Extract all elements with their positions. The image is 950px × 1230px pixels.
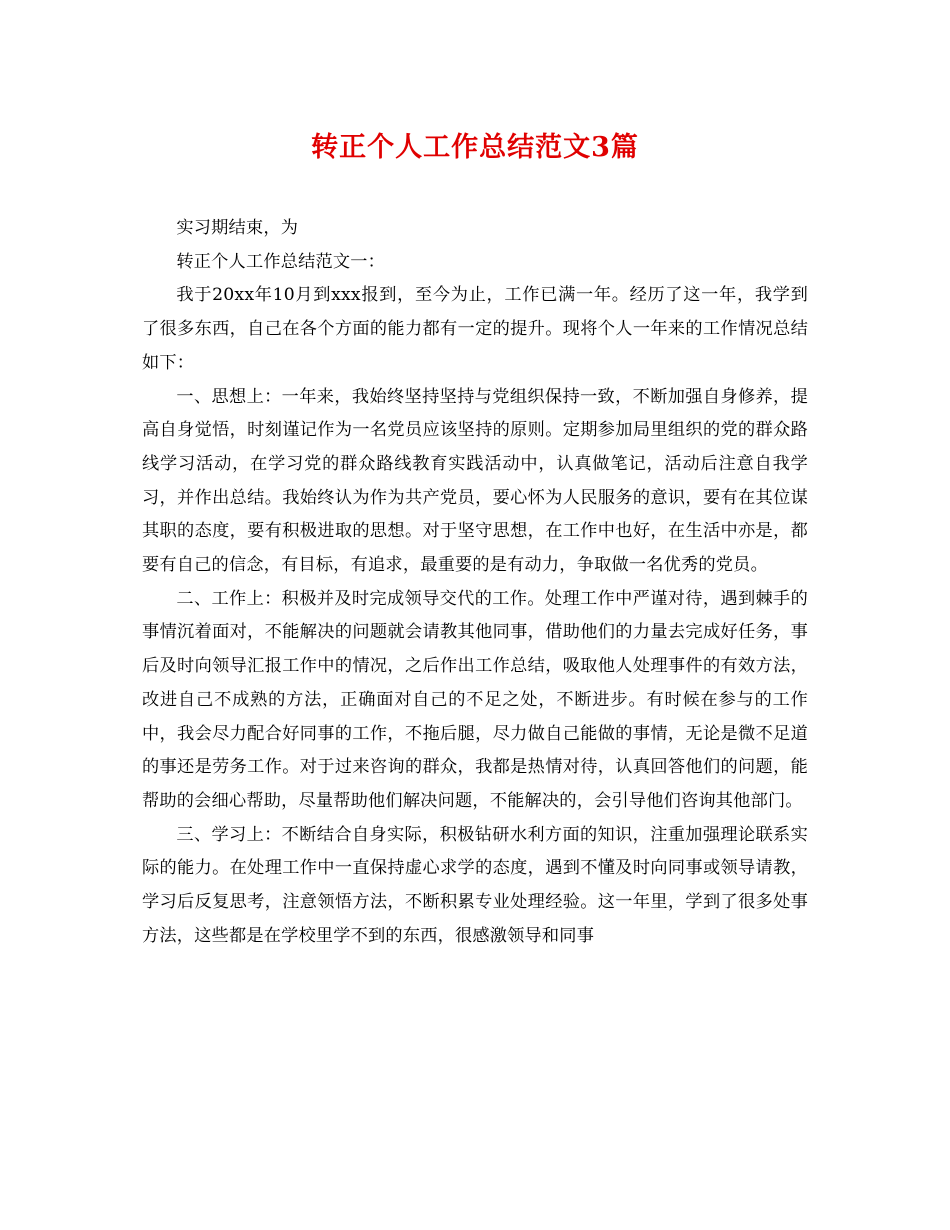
paragraph-opening: 我于20xx年10月到xxx报到，至今为止，工作已满一年。经历了这一年，我学到了很多东西，自己在各个方面的能力都有一定的提升。现将个人一年来的工作情况总结如下：	[142, 285, 808, 373]
paragraph-intro: 实习期结束，为	[176, 218, 299, 238]
paragraph-study: 三、学习上：不断结合自身实际，积极钻研水利方面的知识，注重加强理论联系实际的能力。在处理工作中一直保持虚心求学的态度，遇到不懂及时向同事或领导请教，学习后反复思考，注意领悟方法，不断积累专业处理经验。这一年里，学到了很多处事方法，这些都是在学校里学不到的东西，很感激领导和同事	[142, 824, 808, 946]
document-body	[142, 212, 808, 953]
document-title: 转正个人工作总结范文3篇	[311, 132, 639, 163]
paragraph-work: 二、工作上：积极并及时完成领导交代的工作。处理工作中严谨对待，遇到棘手的事情沉着面对，不能解决的问题就会请教其他同事，借助他们的力量去完成好任务，事后及时向领导汇报工作中的情况，之后作出工作总结，吸取他人处理事件的有效方法，改进自己不成熟的方法，正确面对自己的不足之处，不断进步。有时候在参与的工作中，我会尽力配合好同事的工作，不拖后腿，尽力做自己能做的事情，无论是微不足道的事还是劳务工作。对于过来咨询的群众，我都是热情对待，认真回答他们的问题，能帮助的会细心帮助，尽量帮助他们解决问题，不能解决的，会引导他们咨询其他部门。	[142, 588, 808, 811]
paragraph-subtitle: 转正个人工作总结范文一：	[176, 251, 386, 272]
paragraph-thought: 一、思想上：一年来，我始终坚持坚持与党组织保持一致，不断加强自身修养，提高自身觉悟，时刻谨记作为一名党员应该坚持的原则。定期参加局里组织的党的群众路线学习活动，在学习党的群众路线教育实践活动中，认真做笔记，活动后注意自我学习，并作出总结。我始终认为作为共产党员，要心怀为人民服务的意识，要有在其位谋其职的态度，要有积极进取的思想。对于坚守思想，在工作中也好，在生活中亦是，都要有自己的信念，有目标，有追求，最重要的是有动力，争取做一名优秀的党员。	[142, 386, 808, 576]
